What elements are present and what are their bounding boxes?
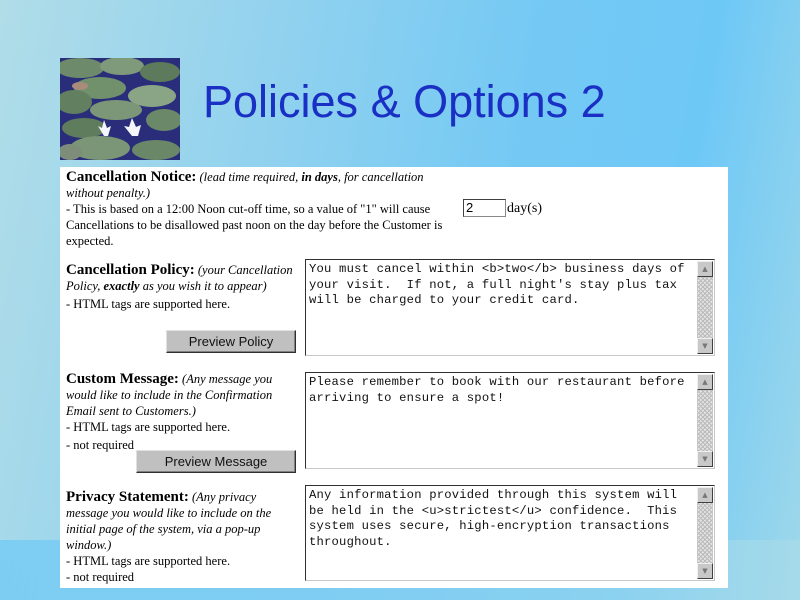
custom-message-note-html: - HTML tags are supported here.: [66, 420, 231, 434]
days-unit-label: day(s): [507, 201, 542, 216]
custom-message-heading: Custom Message:: [66, 371, 179, 387]
scroll-up-icon[interactable]: ▲: [697, 374, 713, 390]
cancellation-notice-heading: Cancellation Notice:: [66, 169, 197, 185]
cancellation-notice-desc: (lead time required,: [199, 170, 302, 184]
custom-message-textarea[interactable]: [305, 372, 715, 469]
cancellation-policy-label: [66, 262, 298, 312]
privacy-statement-text[interactable]: Any information provided through this system will be held in the <u>strictest</u> confidence. This system uses secure, high-encryption transactions throughout.: [309, 488, 685, 549]
custom-message-note-optional: - not required: [66, 438, 135, 452]
preview-policy-button[interactable]: Preview Policy: [166, 330, 296, 353]
privacy-statement-note-optional: - not required: [66, 570, 135, 584]
scroll-down-icon[interactable]: ▼: [697, 338, 713, 354]
cancellation-policy-desc-end: as you wish it to appear): [139, 279, 267, 293]
scrollbar[interactable]: [697, 374, 713, 467]
scroll-up-icon[interactable]: ▲: [697, 487, 713, 503]
cancellation-policy-desc-bold: exactly: [103, 279, 140, 293]
cancellation-policy-textarea[interactable]: [305, 259, 715, 356]
cancellation-notice-desc-bold: in days: [301, 170, 338, 184]
water-lily-image: [60, 58, 180, 160]
cancellation-notice-label: [66, 169, 446, 249]
custom-message-text[interactable]: Please remember to book with our restaurant before arriving to ensure a spot!: [309, 375, 693, 405]
scroll-down-icon[interactable]: ▼: [697, 451, 713, 467]
cancellation-policy-note: - HTML tags are supported here.: [66, 297, 231, 311]
lily-pads-icon: [60, 58, 180, 160]
privacy-statement-textarea[interactable]: [305, 485, 715, 581]
privacy-statement-note-html: - HTML tags are supported here.: [66, 554, 231, 568]
cancellation-notice-note: - This is based on a 12:00 Noon cut-off time, so a value of "1" will cause Cancellations to be disallowed past noon on the day before the Customer is expected.: [66, 202, 443, 248]
cancellation-policy-desc: (your Cancellation Policy,: [66, 263, 293, 293]
cancellation-days-input[interactable]: [463, 199, 506, 217]
settings-panel: [60, 167, 728, 588]
privacy-statement-label: [66, 489, 298, 585]
custom-message-label: [66, 371, 298, 453]
scroll-down-icon[interactable]: ▼: [697, 563, 713, 579]
scrollbar[interactable]: [697, 487, 713, 579]
page-title: Policies & Options 2: [203, 76, 606, 127]
cancellation-policy-heading: Cancellation Policy:: [66, 262, 195, 278]
scroll-up-icon[interactable]: ▲: [697, 261, 713, 277]
privacy-statement-desc: (Any privacy message you would like to include on the initial page of the system, via a pop-up window.): [66, 490, 272, 552]
custom-message-desc: (Any message you would like to include in the Confirmation Email sent to Customers.): [66, 372, 273, 418]
cancellation-policy-text[interactable]: You must cancel within <b>two</b> business days of your visit. If not, a full night's stay plus tax will be charged to your credit card.: [309, 262, 693, 308]
preview-message-button[interactable]: Preview Message: [136, 450, 296, 473]
cancellation-notice-desc-end: , for cancellation without penalty.): [66, 170, 424, 200]
privacy-statement-heading: Privacy Statement:: [66, 489, 189, 505]
scrollbar[interactable]: [697, 261, 713, 354]
